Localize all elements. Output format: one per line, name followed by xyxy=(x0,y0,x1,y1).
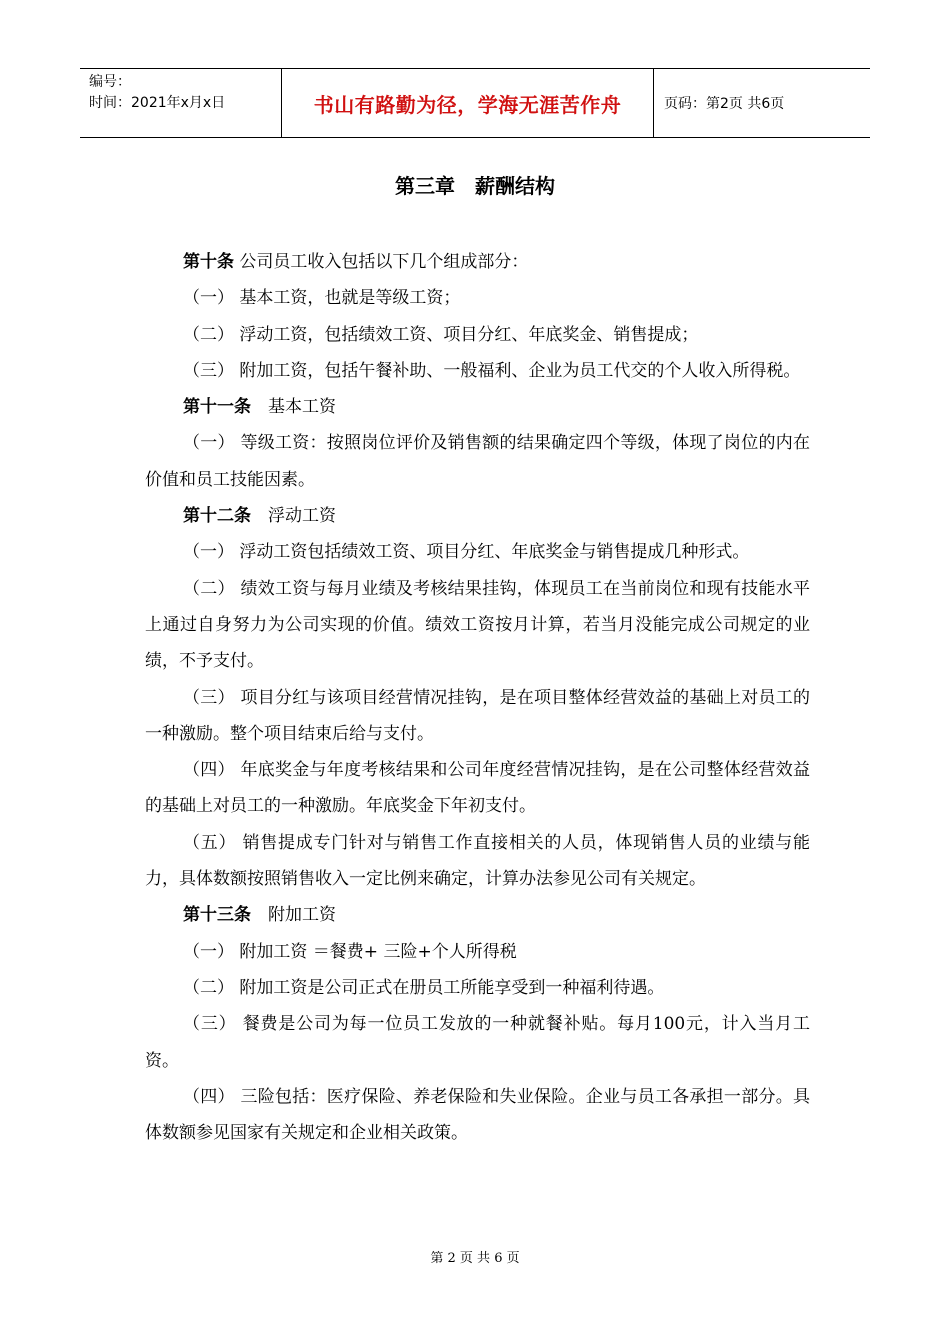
paragraph xyxy=(145,1079,810,1152)
article-label: 第十三条 xyxy=(183,905,251,926)
paragraph xyxy=(145,425,810,498)
page-header xyxy=(80,68,870,138)
paragraph xyxy=(145,1006,810,1079)
paragraph xyxy=(145,752,810,825)
paragraph-text: （三） 附加工资，包括午餐补助、一般福利、企业为员工代交的个人收入所得税。 xyxy=(183,360,801,381)
paragraph xyxy=(145,680,810,753)
paragraph-text: 附加工资 xyxy=(251,905,336,926)
paragraph xyxy=(145,825,810,898)
paragraph-text: （二） 附加工资是公司正式在册员工所能享受到一种福利待遇。 xyxy=(183,977,665,998)
paragraph-text: 公司员工收入包括以下几个组成部分： xyxy=(234,252,529,272)
header-motto: 书山有路勤为径，学海无涯苦作舟 xyxy=(281,69,654,137)
paragraph xyxy=(145,389,810,425)
paragraph-text: （三） 项目分红与该项目经营情况挂钩，是在项目整体经营效益的基础上对员工的一种激励。整个项目结束后给与支付。 xyxy=(145,687,810,744)
paragraph-text: （一） 等级工资：按照岗位评价及销售额的结果确定四个等级，体现了岗位的内在价值和员工技能因素。 xyxy=(145,433,810,490)
number-label: 编号： xyxy=(89,74,131,90)
paragraph-text: （二） 浮动工资，包括绩效工资、项目分红、年底奖金、销售提成； xyxy=(183,324,699,345)
paragraph-text: （五） 销售提成专门针对与销售工作直接相关的人员，体现销售人员的业绩与能力，具体数额按照销售收入一定比例来确定，计算办法参见公司有关规定。 xyxy=(145,832,810,890)
paragraph xyxy=(145,244,810,280)
paragraph-text: （二） 绩效工资与每月业绩及考核结果挂钩，体现员工在当前岗位和现有技能水平上通过自身努力为公司实现的价值。绩效工资按月计算，若当月没能完成公司规定的业绩，不予支付。 xyxy=(145,578,810,672)
paragraph xyxy=(145,317,810,353)
paragraph xyxy=(145,534,810,570)
header-page-info: 页码：第2页 共6页 xyxy=(664,96,785,112)
document-body xyxy=(145,244,810,1151)
paragraph xyxy=(145,280,810,316)
paragraph-text: 基本工资 xyxy=(251,397,336,418)
paragraph xyxy=(145,353,810,389)
time-label: 时间：2021年x月x日 xyxy=(89,95,226,111)
page-footer: 第 2 页 共 6 页 xyxy=(430,1251,520,1266)
paragraph xyxy=(145,970,810,1006)
paragraph-text: （三） 餐费是公司为每一位员工发放的一种就餐补贴。每月100元，计入当月工资。 xyxy=(145,1014,810,1071)
paragraph-text: （一） 附加工资 ＝餐费+ 三险+个人所得税 xyxy=(183,941,517,962)
article-label: 第十条 xyxy=(183,252,234,272)
paragraph xyxy=(145,571,810,680)
chapter-title: 第三章 薪酬结构 xyxy=(395,174,555,198)
paragraph-text: （一） 基本工资，也就是等级工资； xyxy=(183,288,461,309)
paragraph-text: （四） 三险包括：医疗保险、养老保险和失业保险。企业与员工各承担一部分。具体数额参见国家有关规定和企业相关政策。 xyxy=(145,1086,810,1144)
paragraph xyxy=(145,934,810,970)
header-meta xyxy=(80,69,281,137)
article-label: 第十一条 xyxy=(183,397,251,418)
paragraph-text: 浮动工资 xyxy=(251,506,336,527)
paragraph-text: （四） 年底奖金与年度考核结果和公司年度经营情况挂钩，是在公司整体经营效益的基础上对员工的一种激励。年底奖金下年初支付。 xyxy=(145,760,810,817)
article-label: 第十二条 xyxy=(183,506,251,527)
paragraph-text: （一） 浮动工资包括绩效工资、项目分红、年底奖金与销售提成几种形式。 xyxy=(183,542,750,563)
paragraph xyxy=(145,498,810,534)
paragraph xyxy=(145,897,810,933)
